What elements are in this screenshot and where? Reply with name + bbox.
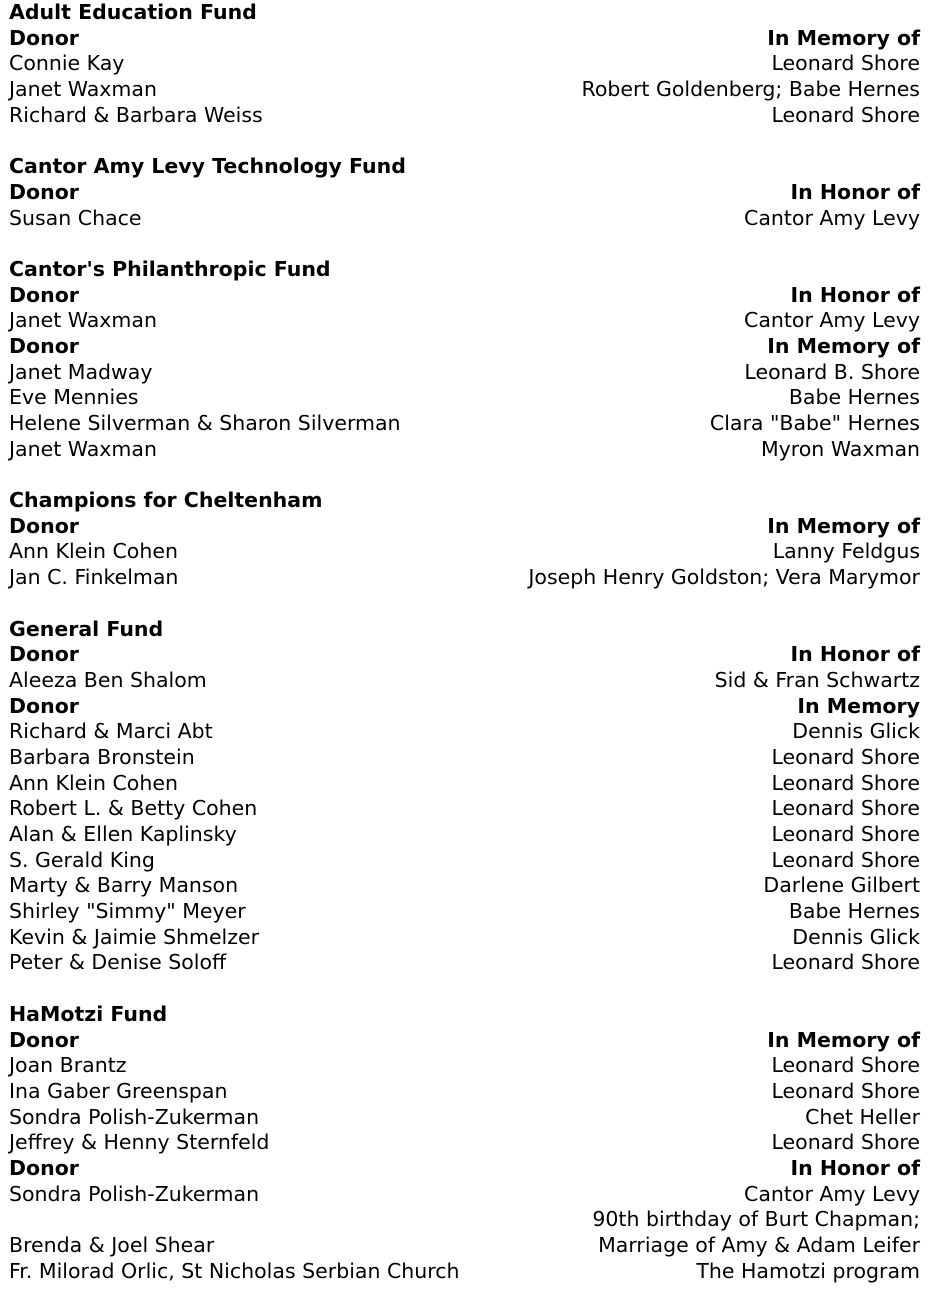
- donation-row: [9, 51, 920, 77]
- donation-row: [9, 1105, 920, 1131]
- donor-name: Marty & Barry Manson: [9, 873, 239, 898]
- donor-name: Eve Mennies: [9, 385, 139, 410]
- donation-row: [9, 925, 920, 951]
- donation-row: [9, 565, 920, 591]
- honoree-name: Leonard Shore: [771, 51, 920, 76]
- honoree-name: Leonard Shore: [771, 102, 920, 127]
- fund-section: [9, 488, 920, 591]
- dedication-column-header: In Memory: [797, 693, 920, 718]
- fund-title: Adult Education Fund: [9, 0, 257, 24]
- column-header-row: [9, 642, 920, 668]
- donor-column-header: Donor: [9, 179, 79, 204]
- donor-name: Ann Klein Cohen: [9, 539, 178, 564]
- donor-name: Brenda & Joel Shear: [9, 1232, 215, 1257]
- honoree-name: Leonard B. Shore: [744, 359, 920, 384]
- honoree-name: Cantor Amy Levy: [744, 308, 920, 333]
- donation-row: [9, 796, 920, 822]
- donation-row: [9, 1053, 920, 1079]
- donation-row: [9, 873, 920, 899]
- donation-row: [9, 411, 920, 437]
- honoree-name: Sid & Fran Schwartz: [714, 667, 920, 692]
- donor-name: Robert L. & Betty Cohen: [9, 796, 258, 821]
- column-header-row: [9, 26, 920, 52]
- donation-row: [9, 950, 920, 976]
- honoree-name: Robert Goldenberg; Babe Hernes: [581, 77, 920, 102]
- honoree-name: Leonard Shore: [771, 796, 920, 821]
- fund-title: HaMotzi Fund: [9, 1001, 168, 1026]
- donation-row: [9, 437, 920, 463]
- donation-row: [9, 848, 920, 874]
- dedication-column-header: In Memory of: [767, 1027, 920, 1052]
- donation-row: [9, 103, 920, 129]
- donation-row: [9, 899, 920, 925]
- donor-column-header: Donor: [9, 282, 79, 307]
- honoree-name: Leonard Shore: [771, 1130, 920, 1155]
- donor-name: Ina Gaber Greenspan: [9, 1078, 228, 1103]
- donor-name: Aleeza Ben Shalom: [9, 667, 207, 692]
- dedication-column-header: In Honor of: [790, 179, 920, 204]
- donation-row: [9, 308, 920, 334]
- donor-name: Janet Waxman: [9, 77, 157, 102]
- donation-row: [9, 385, 920, 411]
- donor-column-header: Donor: [9, 693, 79, 718]
- donor-name: Alan & Ellen Kaplinsky: [9, 822, 237, 846]
- honoree-line: 90th birthday of Burt Chapman;: [592, 1207, 920, 1232]
- donation-row: [9, 206, 920, 232]
- donor-name: Sondra Polish-Zukerman: [9, 1104, 260, 1129]
- honoree-name: [592, 1207, 920, 1258]
- donor-name: Janet Waxman: [9, 308, 157, 333]
- honoree-name: Dennis Glick: [792, 719, 920, 744]
- honoree-name: Lanny Feldgus: [772, 539, 920, 564]
- dedication-column-header: In Memory of: [767, 333, 920, 358]
- honoree-name: Clara "Babe" Hernes: [709, 411, 920, 435]
- donor-name: Sondra Polish-Zukerman: [9, 1181, 260, 1206]
- honoree-name: Myron Waxman: [760, 436, 920, 461]
- fund-section: [9, 154, 920, 231]
- honoree-name: Leonard Shore: [771, 950, 920, 975]
- donor-column-header: Donor: [9, 25, 79, 50]
- fund-section: [9, 1002, 920, 1285]
- donor-name: Fr. Milorad Orlic, St Nicholas Serbian Church: [9, 1258, 460, 1283]
- donor-name: Richard & Marci Abt: [9, 719, 213, 744]
- donor-name: Susan Chace: [9, 205, 142, 230]
- donation-row: [9, 77, 920, 103]
- donor-name: Barbara Bronstein: [9, 744, 195, 769]
- donation-row: [9, 719, 920, 745]
- column-header-row: [9, 334, 920, 360]
- donor-name: Kevin & Jaimie Shmelzer: [9, 924, 260, 949]
- dedication-column-header: In Honor of: [790, 1155, 920, 1180]
- donor-column-header: Donor: [9, 642, 79, 667]
- donation-row: [9, 360, 920, 386]
- donation-row: [9, 1130, 920, 1156]
- fund-title: General Fund: [9, 616, 164, 641]
- dedication-column-header: In Memory of: [767, 513, 920, 538]
- dedication-column-header: In Honor of: [790, 282, 920, 307]
- donation-row: [9, 1182, 920, 1208]
- honoree-name: Babe Hernes: [788, 899, 920, 924]
- honoree-name: Chet Heller: [805, 1104, 920, 1129]
- donor-column-header: Donor: [9, 1155, 79, 1180]
- donor-column-header: Donor: [9, 333, 79, 358]
- column-header-row: [9, 1028, 920, 1054]
- fund-title: Cantor Amy Levy Technology Fund: [9, 154, 406, 179]
- honoree-name: Leonard Shore: [771, 770, 920, 795]
- fund-section: [9, 617, 920, 977]
- fund-title: Cantor's Philanthropic Fund: [9, 256, 331, 281]
- donor-name: Janet Waxman: [9, 436, 157, 461]
- honoree-name: The Hamotzi program: [696, 1258, 920, 1283]
- donation-row: [9, 771, 920, 797]
- honoree-name: Cantor Amy Levy: [744, 1181, 920, 1206]
- donation-row: [9, 1079, 920, 1105]
- donor-name: Helene Silverman & Sharon Silverman: [9, 411, 401, 435]
- honoree-name: Cantor Amy Levy: [744, 205, 920, 230]
- column-header-row: [9, 283, 920, 309]
- donation-row: [9, 745, 920, 771]
- honoree-name: Leonard Shore: [771, 847, 920, 872]
- donor-name: Connie Kay: [9, 51, 125, 76]
- donor-column-header: Donor: [9, 513, 79, 538]
- donor-name: Shirley "Simmy" Meyer: [9, 899, 246, 924]
- honoree-name: Joseph Henry Goldston; Vera Marymor: [528, 565, 920, 590]
- honoree-name: Dennis Glick: [792, 924, 920, 949]
- honoree-line: Marriage of Amy & Adam Leifer: [598, 1233, 920, 1257]
- donor-name: Ann Klein Cohen: [9, 770, 178, 795]
- donor-name: Joan Brantz: [9, 1053, 127, 1078]
- column-header-row: [9, 1156, 920, 1182]
- fund-title: Champions for Cheltenham: [9, 488, 323, 513]
- donation-row: [9, 539, 920, 565]
- column-header-row: [9, 180, 920, 206]
- donor-name: Jeffrey & Henny Sternfeld: [9, 1130, 270, 1155]
- donor-name: Peter & Denise Soloff: [9, 950, 227, 975]
- fund-section: [9, 257, 920, 463]
- donation-row: [9, 1207, 920, 1258]
- honoree-name: Leonard Shore: [771, 1053, 920, 1078]
- donor-column-header: Donor: [9, 1027, 79, 1052]
- column-header-row: [9, 514, 920, 540]
- donation-row: [9, 822, 920, 848]
- dedication-column-header: In Honor of: [790, 642, 920, 667]
- honoree-name: Leonard Shore: [771, 744, 920, 769]
- donation-row: [9, 1259, 920, 1285]
- honoree-name: Leonard Shore: [771, 822, 920, 846]
- dedication-column-header: In Memory of: [767, 25, 920, 50]
- column-header-row: [9, 694, 920, 720]
- honoree-name: Leonard Shore: [771, 1078, 920, 1103]
- donation-row: [9, 668, 920, 694]
- donor-name: S. Gerald King: [9, 847, 155, 872]
- donor-name: Janet Madway: [9, 359, 153, 384]
- donor-name: Richard & Barbara Weiss: [9, 102, 263, 127]
- honoree-name: Darlene Gilbert: [763, 873, 920, 898]
- honoree-name: Babe Hernes: [788, 385, 920, 410]
- donor-name: Jan C. Finkelman: [9, 565, 179, 590]
- fund-section: [9, 0, 920, 128]
